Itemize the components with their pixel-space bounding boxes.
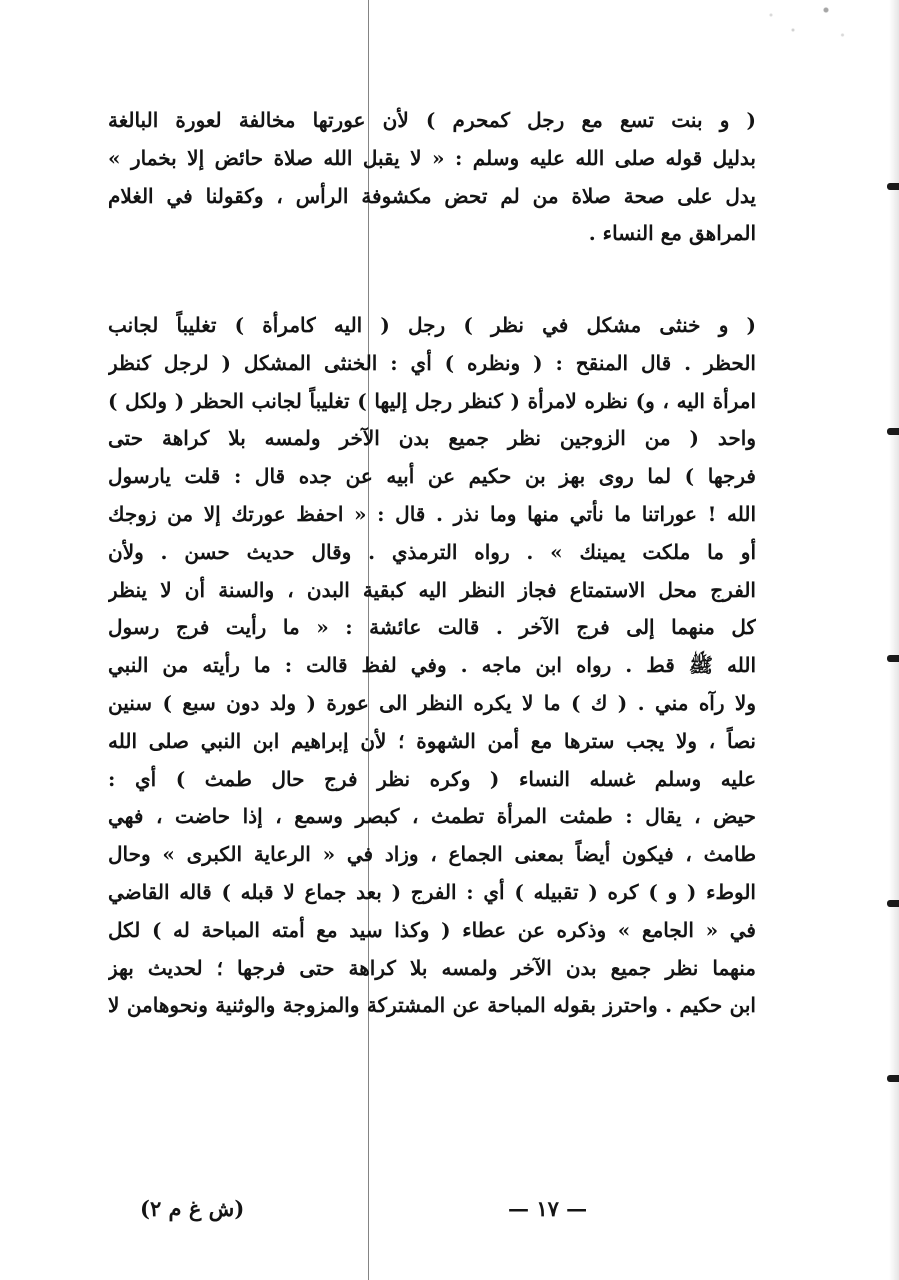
scan-noise	[749, 0, 859, 50]
page-number: — ١٧ —	[508, 1196, 588, 1221]
page-edge-shadow	[889, 0, 899, 1280]
paragraph-2	[108, 307, 756, 1025]
text-line: الوطء ( و ) كره ( تقبيله ) أي : الفرج ( بعد جماع لا قبله ) قاله القاضي	[108, 879, 756, 904]
printer-signature: (ش غ م ٢)	[140, 1196, 245, 1221]
text-line: ( و بنت تسع مع رجل كمحرم ) لأن عورتها مخالفة لعورة البالغة	[108, 108, 756, 132]
text-line: منهما نظر جميع بدن الآخر ولمسه بلا كراهة حتى فرجها ؛ لحديث بهز	[108, 955, 756, 980]
text-line: الحظر . قال المنقح : ( ونظره ) أي : الخنثى المشكل ( لرجل كنظر	[108, 350, 756, 375]
text-line: ابن حكيم . واحترز بقوله المباحة عن المشتركة والمزوجة والوثنية ونحوهامن لا	[108, 993, 756, 1018]
text-line: بدليل قوله صلى الله عليه وسلم : « لا يقبل الله صلاة حائض إلا بخمار »	[108, 145, 756, 170]
page-footer	[108, 1196, 756, 1226]
text-line: أو ما ملكت يمينك » . رواه الترمذي . وقال حديث حسن . ولأن	[108, 539, 756, 564]
text-line: امرأة اليه ، و) نظره لامرأة ( كنظر رجل إليها ) تغليباً لجانب الحظر ( ولكل )	[108, 388, 756, 413]
text-line: ( و خنثى مشكل في نظر ) رجل ( اليه كامرأة ) تغليباً لجانب	[108, 313, 756, 337]
margin-mark	[887, 428, 899, 435]
margin-mark	[887, 183, 899, 190]
text-line: الله ﷺ قط . رواه ابن ماجه . وفي لفظ قالت : ما رأيته من النبي	[108, 653, 756, 678]
paragraph-1	[108, 102, 756, 253]
text-line: واحد ( من الزوجين نظر جميع بدن الآخر ولمسه بلا كراهة حتى	[108, 426, 756, 451]
text-line: فرجها ) لما روى بهز بن حكيم عن أبيه عن جده قال : قلت يارسول	[108, 464, 756, 489]
text-line: حيض ، يقال : طمثت المرأة تطمث ، كبصر وسمع ، إذا حاضت ، فهي	[108, 804, 756, 829]
margin-mark	[887, 655, 899, 662]
text-line: المراهق مع النساء .	[588, 221, 756, 246]
text-line: كل منهما إلى فرج الآخر . قالت عائشة : « ما رأيت فرج رسول	[108, 615, 756, 640]
text-line: عليه وسلم غسله النساء ( وكره نظر فرج حال طمث ) أي :	[108, 766, 756, 791]
text-line: الفرج محل الاستمتاع فجاز النظر اليه كبقية البدن ، والسنة أن لا ينظر	[108, 577, 756, 602]
text-line: نصاً ، ولا يجب سترها مع أمن الشهوة ؛ لأن إبراهيم ابن النبي صلى الله	[108, 728, 756, 753]
text-line: ولا رآه مني . ( ك ) ما لا يكره النظر الى عورة ( ولد دون سبع ) سنين	[108, 690, 756, 715]
text-line: الله ! عوراتنا ما نأتي منها وما نذر . قال : « احفظ عورتك إلا من زوجك	[108, 501, 756, 526]
text-line: يدل على صحة صلاة من لم تحض مكشوفة الرأس ، وكقولنا في الغلام	[108, 183, 756, 208]
margin-mark	[887, 900, 899, 907]
margin-mark	[887, 1075, 899, 1082]
text-line: في « الجامع » وذكره عن عطاء ( وكذا سيد مع أمته المباحة له ) لكل	[108, 917, 756, 942]
text-line: طامث ، فيكون أيضاً بمعنى الجماع ، وزاد في « الرعاية الكبرى » وحال	[108, 842, 756, 867]
